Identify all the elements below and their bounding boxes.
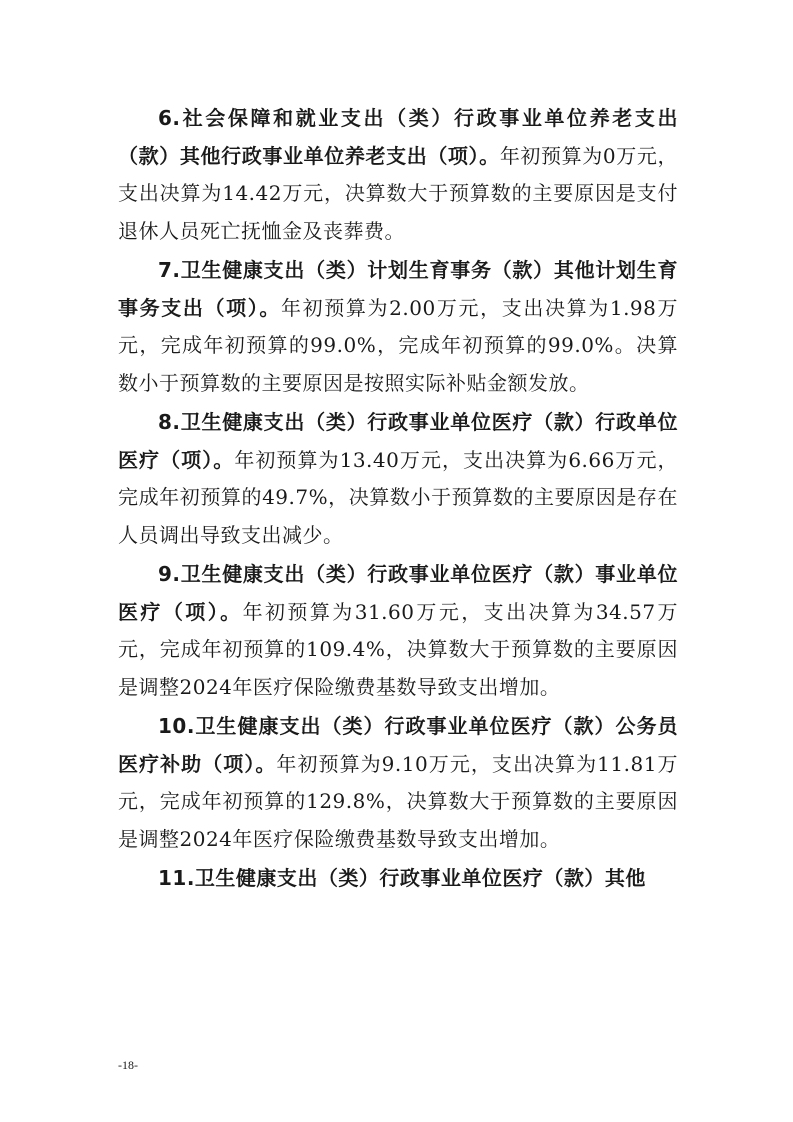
paragraph-item-11: [118, 860, 678, 898]
page-number: -18-: [118, 1058, 138, 1072]
item-heading: 8.卫生健康支出（类）行政事业单位医疗（款）行政单位医疗（项）。: [118, 410, 678, 472]
paragraph-item-8: [118, 404, 678, 554]
item-heading: 9.卫生健康支出（类）行政事业单位医疗（款）事业单位医疗（项）。: [118, 562, 678, 624]
item-body: 年初预算为9.10万元，支出决算为11.81万元，完成年初预算的129.8%，决算数大于预算数的主要原因是调整2024年医疗保险缴费基数导致支出增加。: [118, 751, 678, 851]
item-heading: 7.卫生健康支出（类）计划生育事务（款）其他计划生育事务支出（项）。: [118, 258, 678, 320]
paragraph-item-10: [118, 708, 678, 858]
paragraph-item-6: [118, 100, 678, 250]
item-heading: 10.卫生健康支出（类）行政事业单位医疗（款）公务员医疗补助（项）。: [118, 714, 678, 776]
item-body: 年初预算为31.60万元，支出决算为34.57万元，完成年初预算的109.4%，决算数大于预算数的主要原因是调整2024年医疗保险缴费基数导致支出增加。: [118, 599, 679, 699]
item-heading: 6.社会保障和就业支出（类）行政事业单位养老支出（款）其他行政事业单位养老支出（项）。: [118, 106, 678, 168]
item-heading: 11.卫生健康支出（类）行政事业单位医疗（款）其他: [158, 866, 646, 890]
item-body: 年初预算为13.40万元，支出决算为6.66万元，完成年初预算的49.7%，决算数小于预算数的主要原因是存在人员调出导致支出减少。: [118, 447, 679, 547]
item-body: 年初预算为0万元，支出决算为14.42万元，决算数大于预算数的主要原因是支付退休人员死亡抚恤金及丧葬费。: [118, 143, 679, 243]
item-body: 年初预算为2.00万元，支出决算为1.98万元，完成年初预算的99.0%，完成年初预算的99.0%。决算数小于预算数的主要原因是按照实际补贴金额发放。: [118, 295, 679, 395]
paragraph-item-7: [118, 252, 678, 402]
document-body: [118, 100, 678, 898]
paragraph-item-9: [118, 556, 678, 706]
